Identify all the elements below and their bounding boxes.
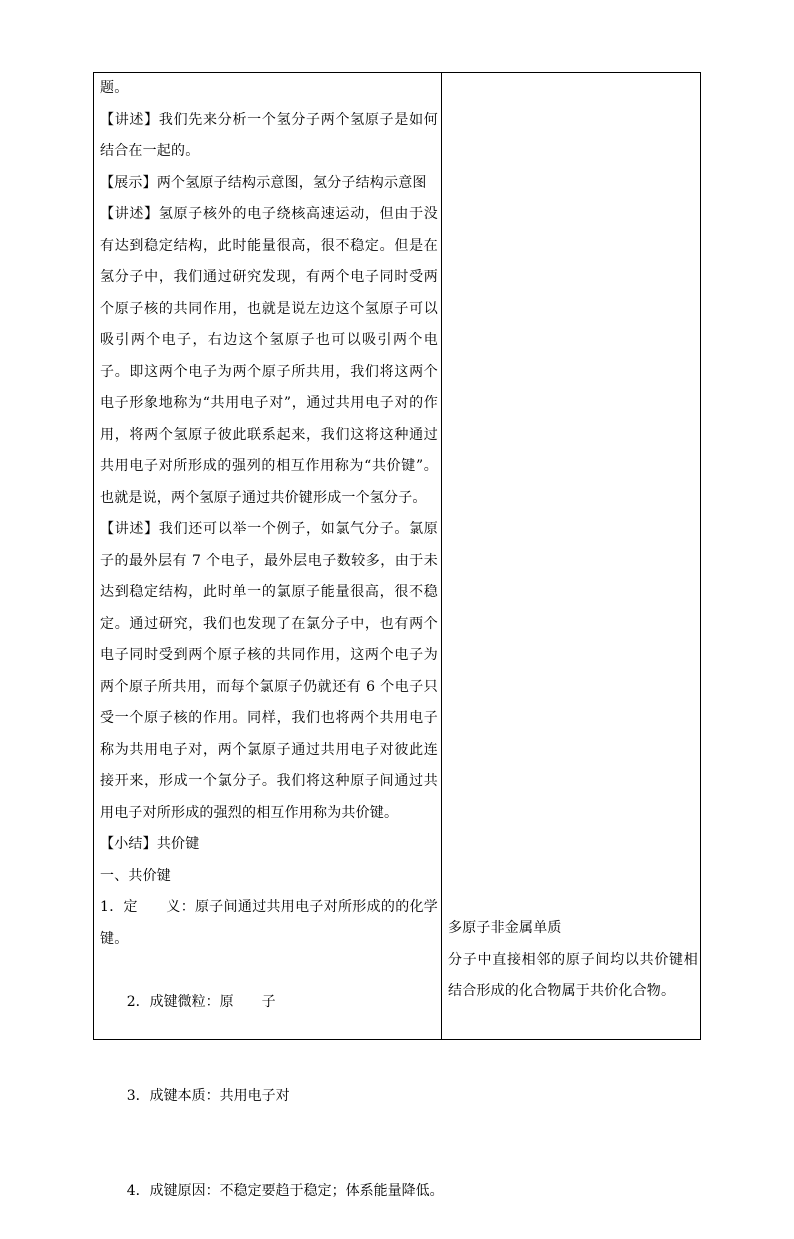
lesson-table (93, 72, 701, 1199)
note-line-2 (448, 945, 698, 1008)
paragraph-narration-3 (100, 514, 438, 829)
text: 分子中直接相邻的原子间均以共价键相结合形成的化合物属于共价化合物。 (448, 951, 698, 999)
bonding-essence-item (100, 1050, 438, 1145)
text: 我们还可以举一个例子，如氯气分子。氯原子的最外层有 7 个电子，最外层电子数较多，由于未达到稳定结构，此时单一的氯原子能量很高，很不稳定。通过研究，我们也发现了在氯分子中，也有两个电子同时受到两个原子核的共同作用，这两个电子为两个原子所共用，而每个氯原子仍就还有 6 个电子只受一个原子核的作用。同样，我们也将两个共用电子称为共用电子对，两个氯原子通过共用电子对彼此连接开来，形成一个氯分子。我们将这种原子间通过共用电子对所形成的强烈的相互作用称为共价键。 (100, 521, 438, 821)
definition-item (100, 892, 438, 955)
paragraph-narration-1 (100, 105, 438, 168)
text: 1．定 义：原子间通过共用电子对所形成的的化学键。 (100, 899, 438, 947)
bonding-particles-item (100, 955, 438, 1050)
text: 4．成键原因：不稳定要趋于稳定；体系能量降低。 (126, 1182, 444, 1199)
paragraph-continuation (100, 73, 438, 105)
teaching-content-column (100, 73, 444, 1239)
text: 共价键 (156, 836, 200, 852)
paragraph-display (100, 168, 438, 200)
text: 我们先来分析一个氢分子两个氢原子是如何结合在一起的。 (100, 111, 438, 159)
text: 氢原子核外的电子绕核高速运动，但由于没有达到稳定结构，此时能量很高，很不稳定。但是在氢分子中，我们通过研究发现，有两个电子同时受两个原子核的共同作用，也就是说左边这个氢原子可以吸引两个电子，右边这个氢原子也可以吸引两个电子。即这两个电子为两个原子所共用，我们将这两个电子形象地称为“共用电子对”，通过共用电子对的作用，将两个氢原子彼此联系起来，我们这将这种通过共用电子对所形成的强列的相互作用称为“共价键”。也就是说，两个氢原子通过共价键形成一个氢分子。 (100, 206, 438, 506)
text: 多原子非金属单质 (448, 920, 562, 936)
paragraph-narration-2 (100, 199, 438, 514)
section-tag: 【讲述】 (100, 521, 159, 537)
section-tag: 【讲述】 (100, 206, 159, 222)
text: 一、共价键 (100, 867, 171, 884)
note-line-1 (448, 913, 698, 945)
spacer (448, 73, 698, 913)
heading-covalent-bond (100, 861, 438, 893)
section-tag: 【小结】 (100, 836, 157, 852)
notes-column (448, 73, 698, 1008)
text: 3．成键本质：共用电子对 (126, 1088, 290, 1104)
section-tag: 【讲述】 (100, 111, 159, 128)
text: 两个氢原子结构示意图，氢分子结构示意图 (156, 174, 427, 191)
paragraph-summary (100, 829, 438, 861)
text: 2．成键微粒：原 子 (126, 993, 276, 1010)
column-divider (441, 73, 442, 1039)
section-tag: 【展示】 (100, 174, 157, 191)
bonding-reason-item (100, 1144, 444, 1239)
text: 题。 (100, 80, 129, 96)
